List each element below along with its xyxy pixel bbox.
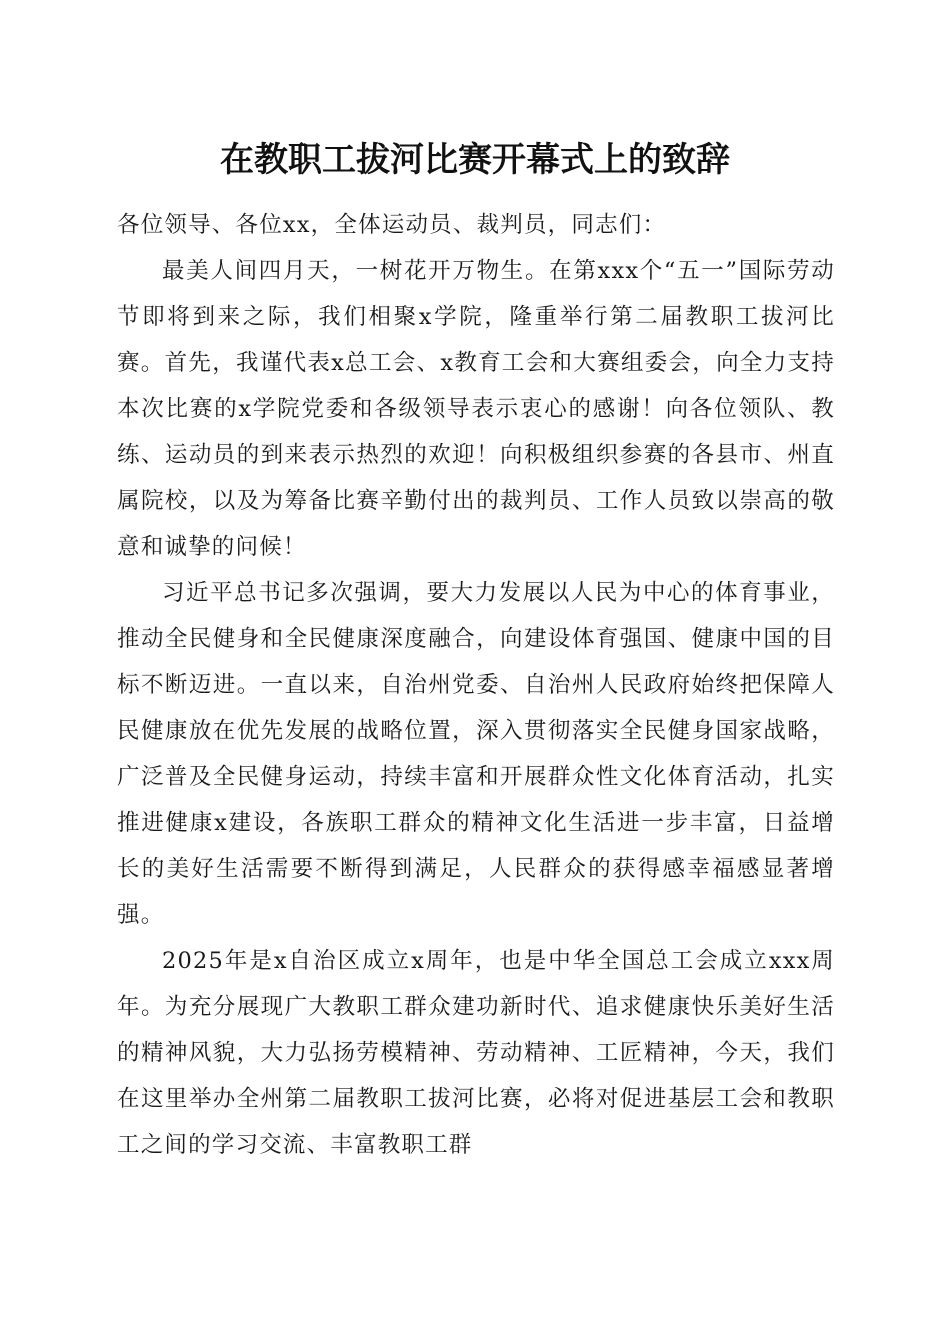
salutation: 各位领导、各位xx，全体运动员、裁判员，同志们：: [117, 212, 667, 238]
paragraph-2: 习近平总书记多次强调，要大力发展以人民为中心的体育事业，推动全民健身和全民健康深度融合，向建设体育强国、健康中国的目标不断迈进。一直以来，自治州党委、自治州人民政府始终把保障人民健康放在优先发展的战略位置，深入贯彻落实全民健身国家战略，广泛普及全民健身运动，持续丰富和开展群众性文化体育活动，扎实推进健康x建设，各族职工群众的精神文化生活进一步丰富，日益增长的美好生活需要不断得到满足，人民群众的获得感幸福感显著增强。: [117, 580, 835, 928]
document-title: 在教职工拔河比赛开幕式上的致辞: [220, 140, 730, 180]
paragraph-3: 2025年是x自治区成立x周年，也是中华全国总工会成立xxx周年。为充分展现广大教职工群众建功新时代、追求健康快乐美好生活的精神风貌，大力弘扬劳模精神、劳动精神、工匠精神，今天，我们在这里举办全州第二届教职工拔河比赛，必将对促进基层工会和教职工之间的学习交流、丰富教职工群: [117, 948, 835, 1158]
document-body: [117, 202, 835, 1168]
paragraph-1: 最美人间四月天，一树花开万物生。在第xxx个“五一”国际劳动节即将到来之际，我们相聚x学院，隆重举行第二届教职工拔河比赛。首先，我谨代表x总工会、x教育工会和大赛组委会，向全力支持本次比赛的x学院党委和各级领导表示衷心的感谢！向各位领队、教练、运动员的到来表示热烈的欢迎！向积极组织参赛的各县市、州直属院校，以及为筹备比赛辛勤付出的裁判员、工作人员致以崇高的敬意和诚挚的问候！: [117, 258, 835, 560]
